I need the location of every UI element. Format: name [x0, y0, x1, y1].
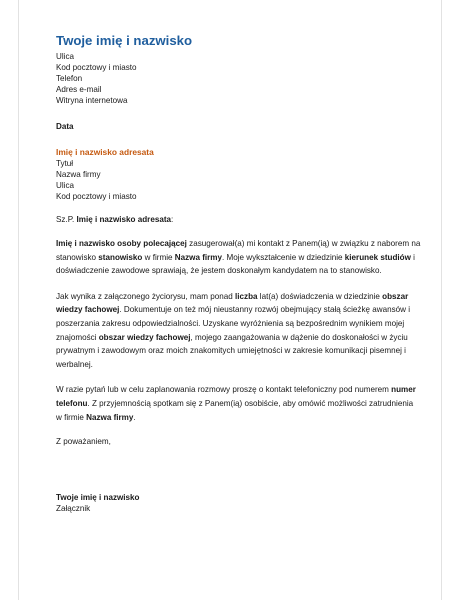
sender-street[interactable]: Ulica: [56, 52, 74, 61]
paragraph-text: . Z przyjemnością spotkam się z Panem(ią) osobiście, aby omówić możliwości zatrudnienia w firmie: [56, 398, 414, 422]
sender-postal-city[interactable]: Kod pocztowy i miasto: [56, 63, 137, 72]
company-placeholder-2[interactable]: Nazwa firmy: [86, 412, 134, 422]
letter-content: [56, 32, 421, 514]
recipient-postal-city[interactable]: Kod pocztowy i miasto: [56, 192, 137, 201]
salutation-name[interactable]: Imię i nazwisko adresata: [76, 215, 172, 224]
sender-email[interactable]: Adres e-mail: [56, 85, 102, 94]
paragraph-text: . Dokumentuje on też mój nieustanny rozwój obejmujący stałą ścieżkę awansów i poszerzania zakresu odpowiedzialności. Uzyskane wyróżnienia są bezpośrednim wynikiem mojej znajomości: [56, 305, 411, 342]
paragraph-text: . Moje wykształcenie w dziedzinie: [221, 252, 345, 262]
recipient-street[interactable]: Ulica: [56, 181, 74, 190]
salutation-prefix: Sz.P.: [56, 215, 77, 224]
paragraph-text: i doświadczenie zawodowe sprawiają, że jestem doskonałym kandydatem na to stanowisko.: [56, 252, 415, 276]
sender-name[interactable]: Twoje imię i nazwisko: [56, 33, 193, 48]
salutation[interactable]: [56, 214, 421, 225]
paragraph-intro[interactable]: [56, 237, 421, 278]
sender-block: [56, 32, 421, 106]
paragraph-text: w firmie: [142, 252, 175, 262]
document-page: [18, 0, 442, 600]
field-of-study-placeholder[interactable]: kierunek studiów: [344, 252, 411, 262]
enclosure[interactable]: Załącznik: [56, 504, 91, 514]
letter-date[interactable]: Data: [56, 122, 74, 131]
recipient-company[interactable]: Nazwa firmy: [56, 170, 101, 179]
paragraph-text: W razie pytań lub w celu zaplanowania rozmowy proszę o kontakt telefoniczny pod numerem: [56, 385, 392, 395]
sender-website[interactable]: Witryna internetowa: [56, 96, 128, 105]
recipient-name[interactable]: Imię i nazwisko adresata: [56, 147, 154, 157]
paragraph-text: .: [133, 412, 136, 422]
recipient-block: [56, 147, 421, 202]
signature-name[interactable]: Twoje imię i nazwisko: [56, 493, 140, 503]
salutation-suffix: :: [171, 215, 174, 224]
paragraph-text: lat(a) doświadczenia w dziedzinie: [257, 291, 383, 301]
expertise-placeholder-2[interactable]: obszar wiedzy fachowej: [98, 332, 191, 342]
company-placeholder[interactable]: Nazwa firmy: [174, 252, 222, 262]
paragraph-text: , mojego zaangażowania w dążenie do doskonałości w życiu prywatnym i zawodowym oraz moich znakomitych umiejętności w zakresie komunikacji pisemnej i werbalnej.: [56, 332, 408, 369]
paragraph-text: Jak wynika z załączonego życiorysu, mam ponad: [56, 291, 236, 301]
paragraph-experience[interactable]: [56, 290, 421, 372]
recipient-title[interactable]: Tytuł: [56, 159, 74, 168]
sender-phone[interactable]: Telefon: [56, 74, 83, 83]
paragraph-text: zasugerował(a) mi kontakt z Panem(ią) w związku z naborem na stanowisko: [56, 239, 421, 262]
referrer-name[interactable]: Imię i nazwisko osoby polecającej: [56, 239, 187, 248]
phone-placeholder[interactable]: numer telefonu: [56, 385, 416, 408]
expertise-placeholder[interactable]: obszar wiedzy fachowej: [56, 291, 409, 315]
closing[interactable]: Z poważaniem,: [56, 437, 111, 447]
paragraph-contact[interactable]: [56, 383, 421, 424]
years-placeholder[interactable]: liczba: [235, 291, 258, 301]
position-placeholder[interactable]: stanowisko: [98, 252, 143, 262]
